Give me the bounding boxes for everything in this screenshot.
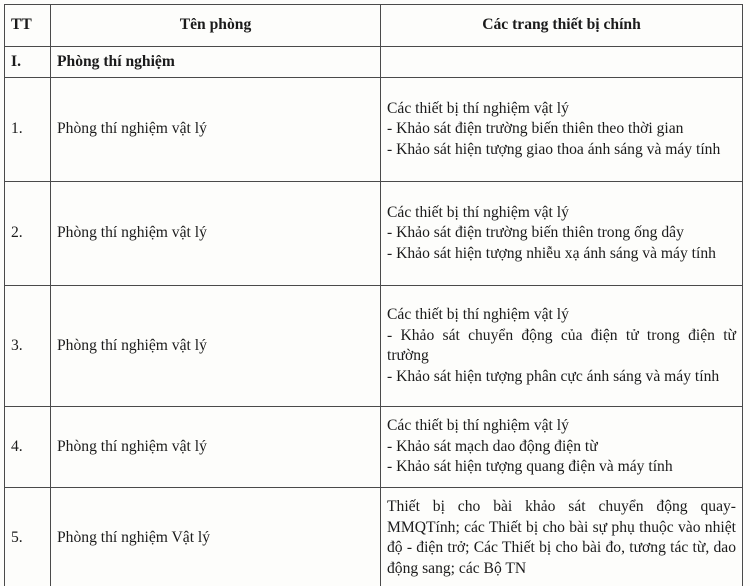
equipment-line: Các thiết bị thí nghiệm vật lý xyxy=(387,417,569,435)
table-row xyxy=(5,78,743,182)
header-room-name: Tên phòng xyxy=(51,5,381,47)
equipment-line: Thiết bị cho bài khảo sát chuyển động quay-MMQTính; các Thiết bị cho bài sự phụ thuộc vào nhiệt độ - điện trở; Các Thiết bị cho bài đo, tương tác từ, dao động sang; các Bộ TN xyxy=(387,498,736,577)
table-row xyxy=(5,286,743,407)
room-name: Phòng thí nghiệm Vật lý xyxy=(51,488,381,586)
row-number: 1. xyxy=(5,78,51,182)
section-number: I. xyxy=(5,47,51,78)
section-title: Phòng thí nghiệm xyxy=(51,47,381,78)
table-row xyxy=(5,488,743,586)
room-name: Phòng thí nghiệm vật lý xyxy=(51,407,381,488)
equipment-cell xyxy=(381,78,743,182)
equipment-cell xyxy=(381,488,743,586)
table-row xyxy=(5,407,743,488)
header-equipment: Các trang thiết bị chính xyxy=(381,5,743,47)
equipment-line: - Khảo sát hiện tượng nhiễu xạ ánh sáng và máy tính xyxy=(387,244,716,262)
equipment-line: - Khảo sát hiện tượng quang điện và máy tính xyxy=(387,458,673,476)
equipment-line: - Khảo sát mạch dao động điện từ xyxy=(387,437,598,455)
equipment-line: - Khảo sát hiện tượng phân cực ánh sáng và máy tính xyxy=(387,367,720,385)
row-number: 4. xyxy=(5,407,51,488)
equipment-cell xyxy=(381,407,743,488)
room-name: Phòng thí nghiệm vật lý xyxy=(51,78,381,182)
row-number: 3. xyxy=(5,286,51,407)
row-number: 5. xyxy=(5,488,51,586)
row-number: 2. xyxy=(5,182,51,286)
room-name: Phòng thí nghiệm vật lý xyxy=(51,286,381,407)
room-name: Phòng thí nghiệm vật lý xyxy=(51,182,381,286)
equipment-table xyxy=(4,4,743,586)
equipment-cell xyxy=(381,182,743,286)
equipment-line: - Khảo sát điện trường biến thiên trong ống dây xyxy=(387,224,684,242)
equipment-line: - Khảo sát điện trường biến thiên theo thời gian xyxy=(387,120,684,138)
table-header-row xyxy=(5,5,743,47)
equipment-cell xyxy=(381,286,743,407)
header-tt: TT xyxy=(5,5,51,47)
section-row xyxy=(5,47,743,78)
table-row xyxy=(5,182,743,286)
equipment-line: Các thiết bị thí nghiệm vật lý xyxy=(387,203,569,221)
equipment-line: Các thiết bị thí nghiệm vật lý xyxy=(387,99,569,117)
section-empty-cell xyxy=(381,47,743,78)
equipment-line: - Khảo sát hiện tượng giao thoa ánh sáng và máy tính xyxy=(387,140,721,158)
equipment-line: Các thiết bị thí nghiệm vật lý xyxy=(387,306,569,323)
equipment-line: - Khảo sát chuyển động của điện tử trong điện từ trường xyxy=(387,326,736,364)
